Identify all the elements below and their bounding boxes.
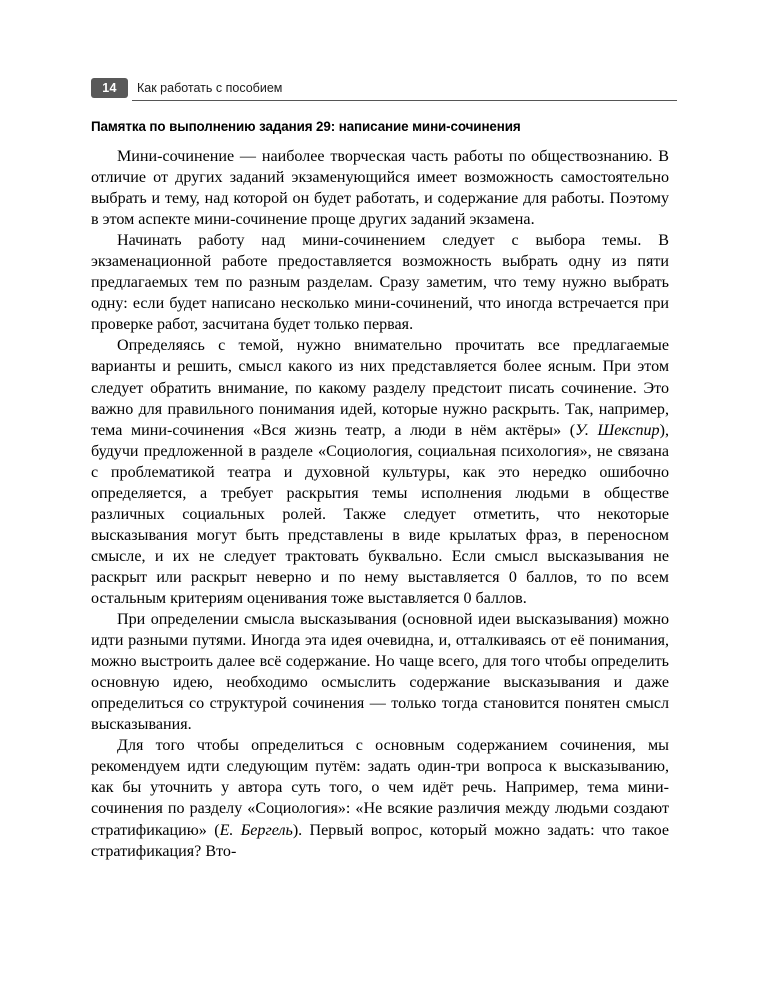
paragraph-3	[91, 335, 669, 609]
header-divider-rule	[132, 100, 677, 101]
page-number-badge: 14	[91, 78, 128, 98]
citation-author-shakespeare: У. Шекспир	[575, 421, 660, 439]
paragraph-5	[91, 735, 669, 861]
running-header-title: Как работать с пособием	[137, 81, 283, 95]
paragraph-1: Мини-сочинение — наиболее творческая часть работы по обществознанию. В отличие от других заданий экзаменующийся имеет возможность самостоятельно выбрать и тему, над которой он будет работать, и содержание для работы. Поэтому в этом аспекте мини-сочинение проще других заданий экзамена.	[91, 148, 669, 229]
paragraph-3-part-2: ), будучи предложенной в разделе «Социология, социальная психология», не связана с проблематикой театра и духовной культуры, как это нередко ошибочно определяется, а требует раскрытия темы исполнения людьми в обществе различных социальных ролей. Также следует отметить, что некоторые высказывания могут быть представлены в виде крылатых фраз, в переносном смысле, и их не следует трактовать буквально. Если смысл высказывания не раскрыт или раскрыт неверно и по нему выставляется 0 баллов, то по всем остальным критериям оценивания тоже выставляется 0 баллов.	[91, 421, 669, 607]
paragraph-5-part-1: Для того чтобы определиться с основным содержанием сочинения, мы рекомендуем идти следующим путём: задать один-три вопроса к высказыванию, как бы уточнить у автора суть того, о чем идёт речь. Например, тема мини-сочинения по разделу «Социология»: «Не всякие различия между людьми создают стратификацию» (	[91, 737, 669, 839]
paragraph-3-part-1: Определяясь с темой, нужно внимательно прочитать все предлагаемые варианты и решить, смысл какого из них представляется более ясным. При этом следует обратить внимание, по какому разделу предстоит писать сочинение. Это важно для правильного понимания идей, которые нужно раскрыть. Так, например, тема мини-сочинения «Вся жизнь театр, а люди в нём актёры» (	[91, 337, 669, 439]
section-title: Памятка по выполнению задания 29: написание мини-сочинения	[91, 119, 521, 134]
running-header	[91, 78, 677, 104]
paragraph-2: Начинать работу над мини-сочинением следует с выбора темы. В экзаменационной работе предоставляется возможность выбрать одну из пяти предлагаемых тем по разным разделам. Сразу заметим, что тему нужно выбрать одну: если будет написано несколько мини-сочинений, что иногда встречается при проверке работ, засчитана будет только первая.	[91, 232, 669, 334]
paragraph-5-part-2: ). Первый вопрос, который можно задать: что такое стратификация? Вто-	[91, 821, 669, 860]
paragraph-4: При определении смысла высказывания (основной идеи высказывания) можно идти разными путями. Иногда эта идея очевидна, и, отталкиваясь от её понимания, можно выстроить далее всё содержание. Но чаще всего, для того чтобы определить основную идею, необходимо осмыслить содержание высказывания и даже определиться со структурой сочинения — только тогда становится понятен смысл высказывания.	[91, 611, 669, 734]
citation-author-bergel: Е. Бергель	[219, 821, 293, 839]
page-body	[91, 118, 669, 862]
